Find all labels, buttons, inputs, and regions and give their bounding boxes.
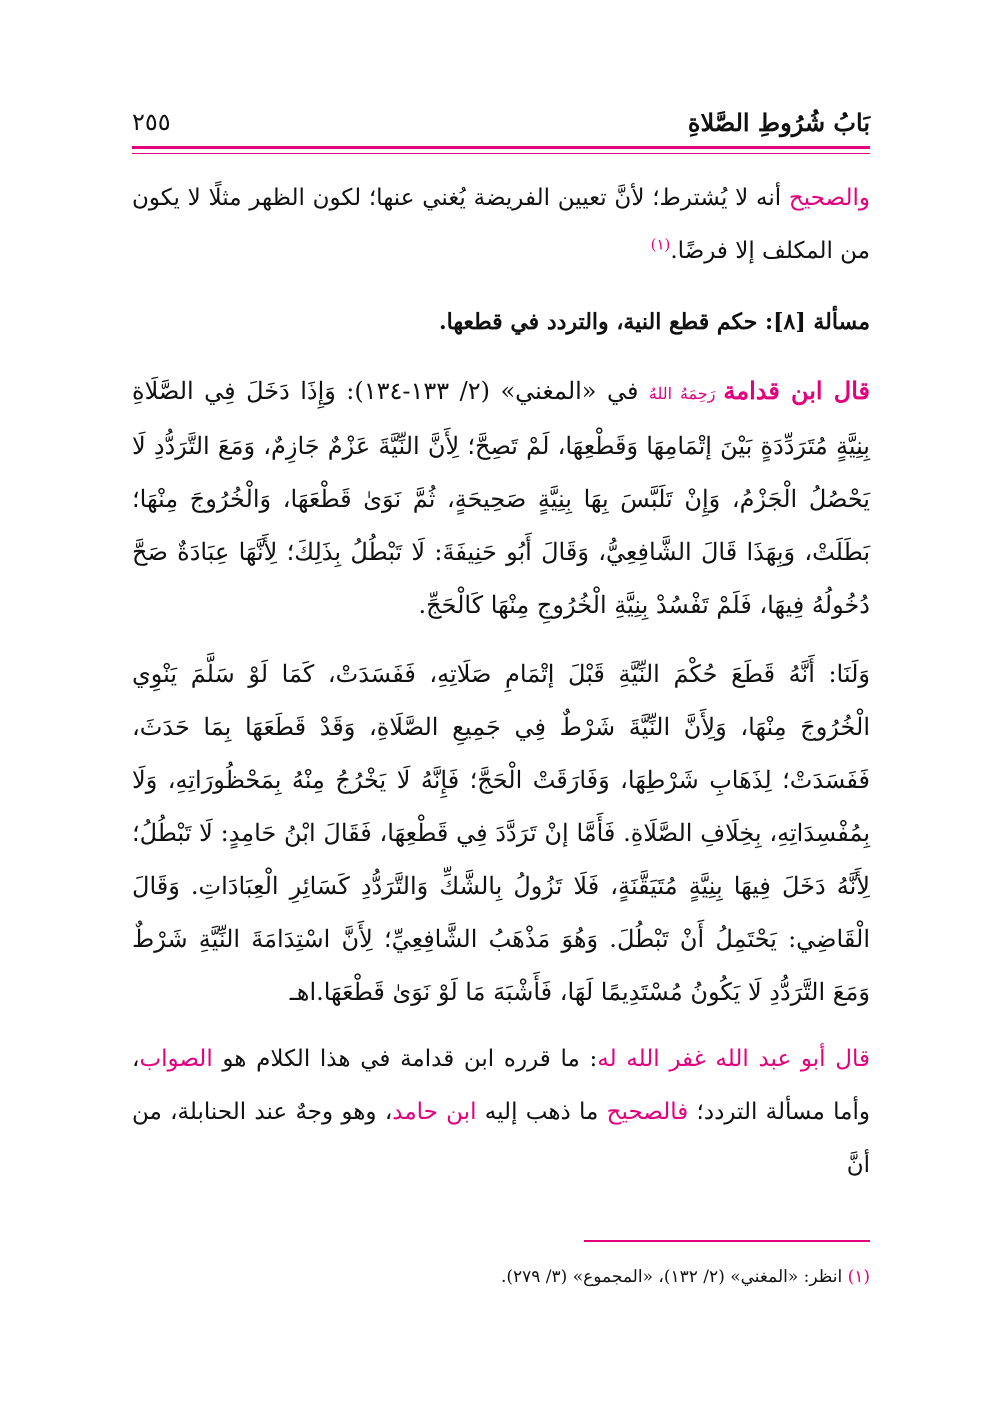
issue-title: حكم قطع النية، والتردد في قطعها.	[439, 309, 765, 335]
quote-speaker: قال ابن قدامة	[723, 376, 871, 405]
intro-text: أنه لا يُشترط؛ لأنَّ تعيين الفريضة يُغني عنها؛ لكون الظهر مثلًا لا يكون من المكلف إلا فرضًا.	[132, 185, 870, 264]
quote-paragraph-1	[132, 364, 870, 632]
intro-highlight: والصحيح	[788, 185, 870, 211]
footnote-text: انظر: «المغني» (٢/ ١٣٢)، «المجموع» (٣/ ٢٧٩).	[500, 1267, 848, 1287]
highlight-correct-2: فالصحيح	[606, 1099, 689, 1125]
highlight-ibn-hamid: ابن حامد	[392, 1099, 477, 1125]
author-text-c: ما ذهب إليه	[476, 1099, 607, 1125]
author-text-b: ، وأما مسألة التردد؛	[132, 1046, 870, 1125]
quote-paragraph-2	[132, 648, 870, 1019]
quote-honorific: رَحِمَهُ اللهُ	[648, 384, 724, 403]
issue-heading	[132, 302, 870, 342]
intro-paragraph	[132, 172, 870, 278]
author-paragraph	[132, 1033, 870, 1192]
highlight-correct: الصواب	[139, 1046, 213, 1072]
footnote-marker: (١)	[847, 1267, 870, 1287]
footnote	[132, 1264, 870, 1290]
main-text	[132, 172, 870, 1192]
header-rule-thick	[132, 146, 870, 149]
header-rule-thin	[132, 153, 870, 154]
quote-text-1: في «المغني» (٢/ ١٣٣-١٣٤): وَإِذَا دَخَلَ فِي الصَّلَاةِ بِنِيَّةٍ مُتَرَدِّدَةٍ بَيْنَ إتْمَامِهَا وَقَطْعِهَا، لَمْ تَصِحَّ؛ لِأَنَّ النِّيَّةَ عَزْمٌ جَازِمٌ، وَمَعَ التَّرَدُّدِ لَا يَحْصُلُ الْجَزْمُ، وَإِنْ تَلَبَّسَ بِهَا بِنِيَّةٍ صَحِيحَةٍ، ثُمَّ نَوَىٰ قَطْعَهَا، وَالْخُرُوجَ مِنْهَا؛ بَطَلَتْ، وَبِهَذَا قَالَ الشَّافِعِيُّ، وَقَالَ أَبُو حَنِيفَةَ: لَا تَبْطُلُ بِذَلِكَ؛ لِأَنَّهَا عِبَادَةٌ صَحَّ دُخُولُهُ فِيهَا، فَلَمْ تَفْسُدْ بِنِيَّةِ الْخُرُوجِ مِنْهَا كَالْحَجِّ.	[132, 377, 870, 619]
chapter-title: بَابُ شُرُوطِ الصَّلاةِ	[687, 108, 870, 137]
running-header	[132, 104, 870, 144]
footnote-rule	[584, 1240, 870, 1242]
footnote-reference[interactable]: (١)	[650, 235, 671, 254]
quote-text-2: وَلَنَا: أَنَّهُ قَطَعَ حُكْمَ النِّيَّةِ قَبْلَ إتْمَامِ صَلَاتِهِ، فَفَسَدَتْ، كَمَا لَوْ سَلَّمَ يَنْوِي الْخُرُوجَ مِنْهَا، وَلِأَنَّ النِّيَّةَ شَرْطٌ فِي جَمِيعِ الصَّلَاةِ، وَقَدْ قَطَعَهَا بِمَا حَدَثَ، فَفَسَدَتْ؛ لِذَهَابِ شَرْطِهَا، وَفَارَقَتْ الْحَجَّ؛ فَإِنَّهُ لَا يَخْرُجُ مِنْهُ بِمَحْظُورَاتِهِ، وَلَا بِمُفْسِدَاتِهِ، بِخِلَافِ الصَّلَاةِ. فَأَمَّا إنْ تَرَدَّدَ فِي قَطْعِهَا، فَقَالَ ابْنُ حَامِدٍ: لَا تَبْطُلُ؛ لِأَنَّهُ دَخَلَ فِيهَا بِنِيَّةٍ مُتَيَقَّنَةٍ، فَلَا تَزُولُ بِالشَّكِّ وَالتَّرَدُّدِ كَسَائِرِ الْعِبَادَاتِ. وَقَالَ الْقَاضِي: يَحْتَمِلُ أَنْ تَبْطُلَ. وَهُوَ مَذْهَبُ الشَّافِعِيِّ؛ لِأَنَّ اسْتِدَامَةَ النِّيَّةِ شَرْطٌ وَمَعَ التَّرَدُّدِ لَا يَكُونُ مُسْتَدِيمًا لَهَا، فَأَشْبَهَ مَا لَوْ نَوَىٰ قَطْعَهَا.اهـ	[132, 660, 870, 1006]
issue-label: مسألة [٨]:	[764, 309, 870, 335]
author-speaker: قال أبو عبد الله غفر الله له	[597, 1046, 870, 1072]
author-text-d: ، وهو وجهٌ عند الحنابلة، من أنَّ	[132, 1099, 870, 1178]
author-text-a: : ما قرره ابن قدامة في هذا الكلام هو	[212, 1046, 598, 1072]
page-number: ٢٥٥	[132, 108, 171, 136]
